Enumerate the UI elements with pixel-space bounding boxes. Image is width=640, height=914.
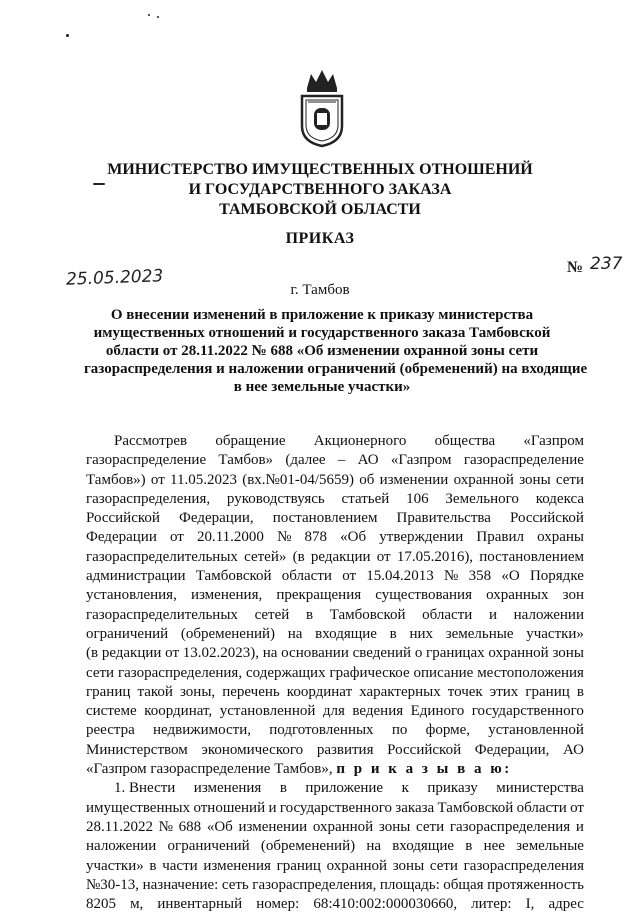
word: участки» [86, 857, 144, 874]
word: 878 [304, 529, 328, 546]
word: изменении [238, 818, 308, 835]
word: содержащих [245, 664, 326, 681]
word: от [570, 799, 584, 816]
word: 28.11.2022 [86, 818, 153, 835]
word: зоны, [179, 683, 216, 700]
text-line [86, 509, 584, 528]
word: от [169, 529, 184, 546]
word: 11.05.2023 [170, 471, 237, 488]
ministry-header [60, 160, 580, 220]
word: графическое [329, 664, 410, 681]
word: кодекса [535, 490, 584, 507]
word: Российской [387, 741, 462, 758]
text-line [86, 721, 584, 740]
word: редакции [101, 645, 162, 662]
subject-line: имущественных отношений и государственного заказа Тамбовской [93, 325, 551, 341]
word: № [444, 568, 459, 585]
word: (вх.№01-04/5659) [242, 471, 355, 488]
word: в [389, 625, 397, 642]
coat-of-arms-emblem [298, 66, 346, 148]
word: сетей [254, 606, 290, 623]
word: адрес [548, 896, 584, 913]
word: «Об [206, 818, 233, 835]
word: имущественных [86, 799, 191, 816]
word: 17.05.2016), [396, 548, 474, 565]
preamble-paragraph [86, 432, 584, 760]
word: приложение [305, 780, 384, 797]
word: АО [563, 741, 584, 758]
subject-line: в нее земельные участки» [233, 379, 411, 395]
word: и [268, 799, 277, 816]
word: 106 [406, 490, 429, 507]
word: 358 [468, 568, 492, 585]
word: Федерации, [474, 741, 550, 758]
word: охранных [486, 587, 549, 604]
word: ограничений [86, 625, 169, 642]
word: зоны [378, 818, 411, 835]
word: наложении [513, 606, 584, 623]
word: по [391, 722, 408, 739]
word: Тамбов») [86, 471, 146, 488]
word: нее [483, 838, 505, 855]
text-line [86, 528, 584, 547]
word: №30-13, [86, 876, 140, 893]
word: сетей» [244, 548, 287, 565]
word: «Газпром [390, 452, 452, 469]
word: Тамбовской [437, 799, 514, 816]
word: заказа [395, 799, 435, 816]
word: этих [489, 683, 519, 700]
word: изменения, [190, 587, 263, 604]
word: области [281, 568, 332, 585]
document-type: ПРИКАЗ [285, 230, 355, 247]
text-line [86, 451, 584, 470]
word: 688 [178, 818, 202, 835]
text-line [86, 471, 584, 490]
word: охранной [312, 818, 374, 835]
item-1-paragraph [86, 779, 584, 914]
word: границ [276, 857, 321, 874]
word: входящие [392, 838, 455, 855]
word: зоны [392, 857, 425, 874]
word: части [162, 857, 198, 874]
word: такой [137, 683, 173, 700]
word: утверждении [379, 529, 464, 546]
word: сети [86, 664, 115, 681]
handwritten-order-number: 237 [590, 254, 623, 274]
text-line [86, 683, 584, 702]
word: – [337, 452, 346, 469]
word: основании [281, 645, 349, 662]
word: от [342, 568, 357, 585]
city-line: г. Тамбов [290, 282, 350, 298]
word: площадь: [379, 876, 440, 893]
word: охранной [453, 471, 514, 488]
text-line [86, 876, 584, 895]
word: газораспределение [463, 452, 584, 469]
word: развития [316, 741, 374, 758]
word: на [366, 838, 381, 855]
word: м, [130, 896, 144, 913]
word: руководствуясь [226, 490, 325, 507]
word: газораспределения, [117, 664, 243, 681]
handwritten-date: 25.05.2023 [65, 266, 164, 290]
word: (в [292, 548, 305, 565]
word: точек [447, 683, 483, 700]
word: от [376, 548, 391, 565]
word: земельные [445, 625, 514, 642]
word: сети [416, 818, 445, 835]
word: для [322, 703, 345, 720]
word: изменении [379, 471, 449, 488]
word: Российской [510, 510, 584, 527]
subject-line: области от 28.11.2022 № 688 «Об изменении охранной зоны сети [105, 343, 539, 359]
text-line [86, 818, 584, 837]
word: инвентарный [157, 896, 243, 913]
word: № [158, 818, 173, 835]
word: установленной [488, 722, 584, 739]
closing-text: «Газпром газораспределение Тамбов», [86, 761, 337, 778]
word: входящие [315, 625, 377, 642]
preamble-closing-line [86, 760, 584, 779]
word: реестра [86, 722, 135, 739]
text-line [86, 567, 584, 586]
word: охраны [537, 529, 584, 546]
ministry-line: МИНИСТЕРСТВО ИМУЩЕСТВЕННЫХ ОТНОШЕНИЙ [107, 161, 533, 178]
word: обращение [215, 433, 286, 449]
word: подготовленных [269, 722, 374, 739]
word: 20.11.2000 [196, 529, 264, 546]
word: газораспределительных [86, 606, 238, 623]
word: общества [434, 433, 496, 449]
word: государственного [279, 799, 392, 816]
word: Тамбовской [329, 606, 406, 623]
word: в [279, 780, 287, 797]
word: Порядке [529, 568, 584, 585]
word: земельные [516, 838, 584, 855]
order-subject [84, 306, 588, 396]
word: в [305, 606, 314, 623]
word: охранной [326, 857, 388, 874]
subject-line: газораспределения и наложении ограничений (обременений) на входящие [84, 361, 588, 377]
word: (далее [285, 452, 326, 469]
text-line [86, 625, 584, 644]
word: области [422, 606, 473, 623]
word: номер: [256, 896, 300, 913]
word: Правительства [396, 510, 491, 527]
word: Федерации [86, 529, 157, 546]
word: «Об [340, 529, 367, 546]
text-line [86, 702, 584, 721]
word: министерства [496, 780, 584, 797]
word: ограничений [167, 838, 250, 855]
text-line [86, 799, 584, 818]
text-line [86, 606, 584, 625]
word: Рассмотрев [114, 433, 188, 449]
word: Единого [410, 703, 465, 720]
word: границ [86, 683, 131, 700]
word: границ [525, 683, 570, 700]
word: Тамбов» [218, 452, 274, 469]
number-sign: № [567, 259, 584, 276]
word: 8205 [86, 896, 116, 913]
text-line [86, 664, 584, 683]
word: и [575, 818, 584, 835]
word: 1. Внести [114, 780, 176, 797]
word: «О [501, 568, 520, 585]
word: охранной [488, 645, 549, 662]
word: 15.04.2013 [366, 568, 434, 585]
word: на [287, 625, 303, 642]
ministry-line: И ГОСУДАРСТВЕННОГО ЗАКАЗА [188, 181, 452, 198]
word: характерных [359, 683, 441, 700]
word: зоны [552, 645, 584, 662]
word: приказу [427, 780, 478, 797]
word: I, [525, 896, 535, 913]
word: АО [357, 452, 379, 469]
scan-speck [148, 14, 150, 16]
word: к [401, 780, 409, 797]
scan-speck [66, 34, 69, 37]
word: наложении [86, 838, 157, 855]
word: системе [86, 703, 137, 720]
word: газораспределения, [252, 876, 377, 893]
word: в [149, 857, 157, 874]
word: экономического [201, 741, 304, 758]
word: 13.02.2023), [182, 645, 260, 662]
word: Федерации, [179, 510, 254, 527]
word: области [516, 799, 567, 816]
word: зон [562, 587, 584, 604]
word: зоны [519, 471, 551, 488]
text-line [86, 432, 584, 451]
word: газораспределения [449, 818, 571, 835]
word: о [414, 645, 423, 662]
word: Земельного [445, 490, 519, 507]
word: сведений [352, 645, 412, 662]
word: отношений [193, 799, 266, 816]
text-line [86, 857, 584, 876]
word: существования [375, 587, 472, 604]
word: № [277, 529, 292, 546]
word: от [165, 645, 180, 662]
word: и [488, 606, 497, 623]
word: форме, [425, 722, 470, 739]
text-line [86, 741, 584, 760]
word: постановлением [272, 510, 378, 527]
word: участки» [526, 625, 584, 642]
word: Тамбовской [195, 568, 272, 585]
word: сети [555, 471, 584, 488]
word: «Газпром [523, 433, 584, 449]
word: назначение: [142, 876, 219, 893]
word: общая [443, 876, 484, 893]
word: установленной [219, 703, 316, 720]
word: газораспределительных [86, 548, 238, 565]
word: координат [286, 683, 353, 700]
word: Акционерного [313, 433, 407, 449]
subject-line: О внесении изменений в приложение к приказу министерства [110, 307, 534, 323]
text-line [86, 779, 584, 798]
word: сеть [221, 876, 249, 893]
word: местоположения [477, 664, 584, 681]
word: прекращения [276, 587, 362, 604]
word: постановлением [479, 548, 584, 565]
word: об [359, 471, 375, 488]
word: них [409, 625, 433, 642]
word: координат, [144, 703, 213, 720]
word: сети [429, 857, 458, 874]
word: литер: [471, 896, 512, 913]
text-line [86, 895, 584, 914]
word: газораспределения [463, 857, 584, 874]
text-line [86, 490, 584, 509]
word: протяженность [487, 876, 584, 893]
order-word: п р и к а з ы в а ю: [336, 761, 512, 778]
word: Министерством [86, 741, 188, 758]
word: статьей [341, 490, 390, 507]
word: газораспределение [86, 452, 207, 469]
word: (в [86, 645, 99, 662]
word: на [262, 645, 278, 662]
word: недвижимости, [153, 722, 251, 739]
order-body [86, 432, 584, 914]
text-line [86, 586, 584, 605]
word: администрации [86, 568, 186, 585]
ministry-line: ТАМБОВСКОЙ ОБЛАСТИ [219, 201, 421, 218]
word: границах [426, 645, 485, 662]
word: редакции [310, 548, 371, 565]
word: установления, [86, 587, 177, 604]
word: ведения [352, 703, 404, 720]
word: изменения [203, 857, 271, 874]
word: в [465, 838, 473, 855]
word: (обременений) [180, 625, 276, 642]
word: в [576, 683, 584, 700]
scan-speck [157, 16, 159, 18]
word: от [150, 471, 165, 488]
word: (обременений) [260, 838, 356, 855]
word: государственного [471, 703, 584, 720]
word: газораспределения, [86, 490, 211, 507]
word: перечень [222, 683, 280, 700]
text-line [86, 837, 584, 856]
word: изменения [193, 780, 262, 797]
word: 68:410:002:000030660, [313, 896, 458, 913]
text-line [86, 644, 584, 663]
text-line [86, 548, 584, 567]
word: описание [413, 664, 474, 681]
word: Правил [476, 529, 524, 546]
word: Российской [86, 510, 160, 527]
